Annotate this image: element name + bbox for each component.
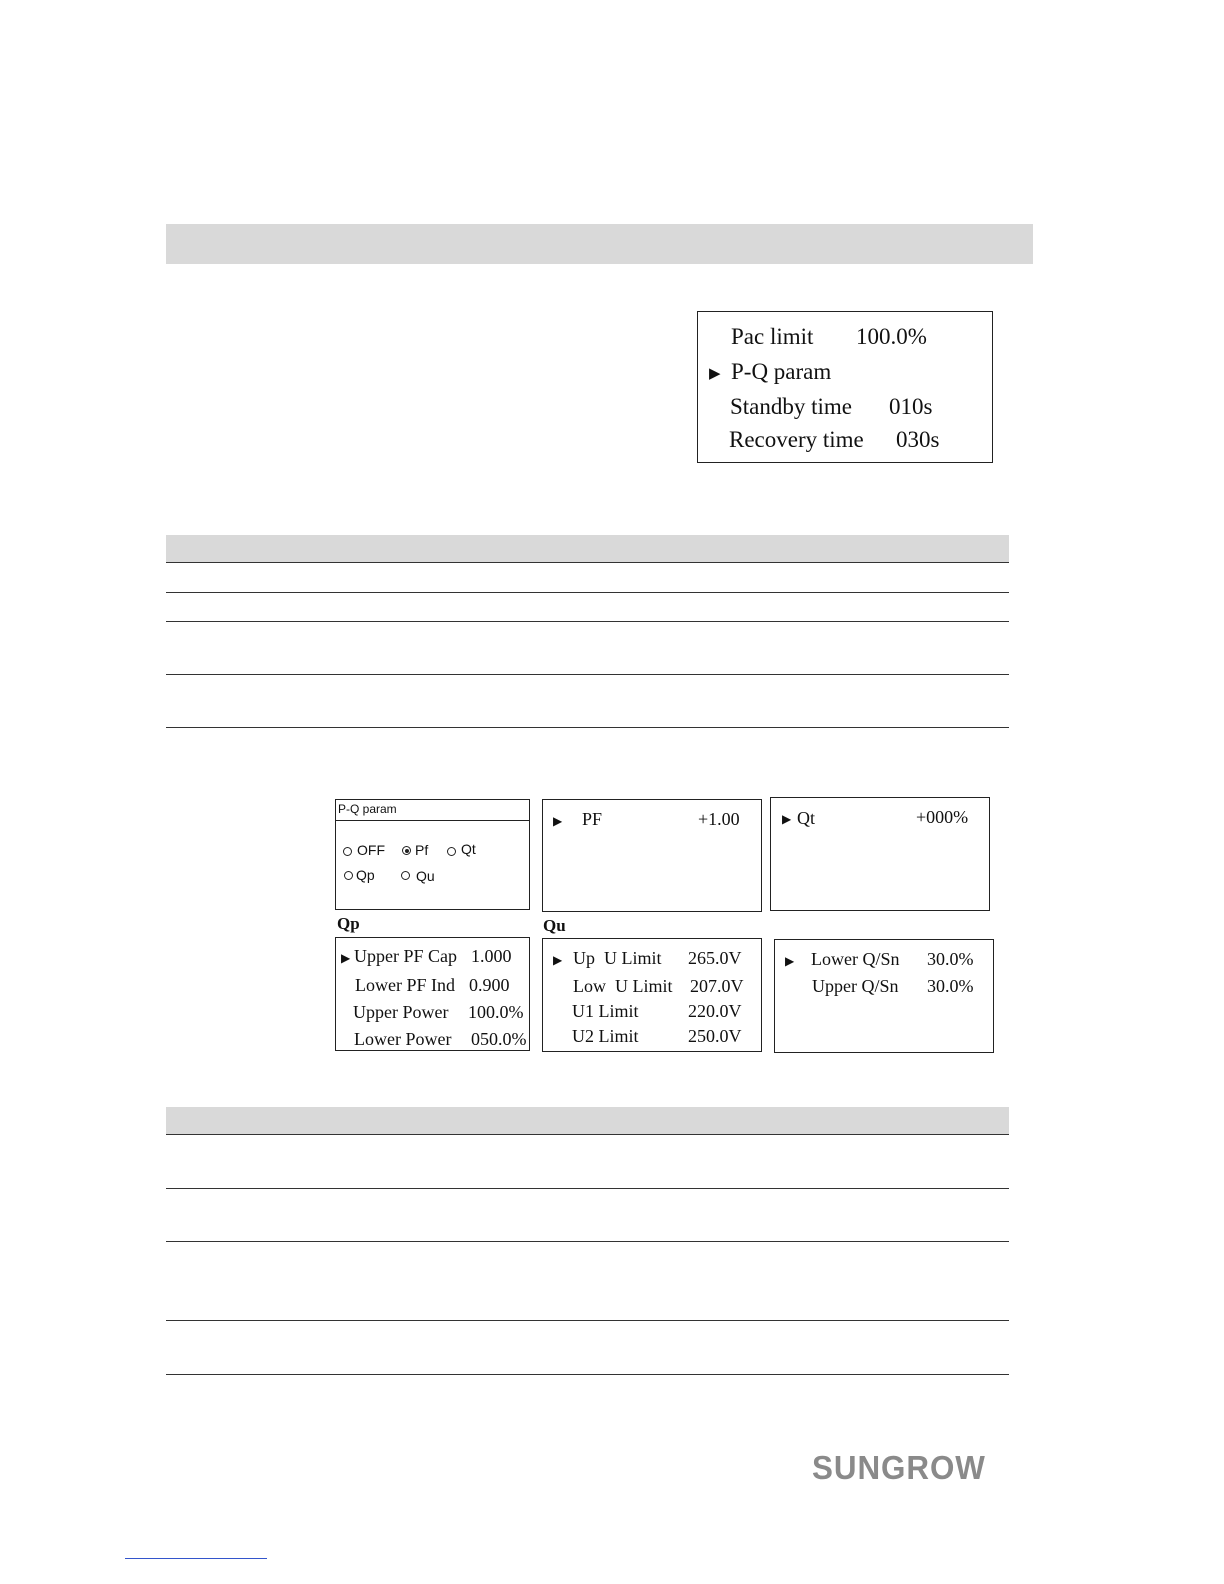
radio-qu-icon[interactable] <box>401 871 410 880</box>
table-divider <box>166 1320 1009 1321</box>
selection-arrow-icon: ▶ <box>553 953 563 967</box>
table-divider <box>166 1374 1009 1375</box>
selection-arrow-icon: ▶ <box>341 951 351 965</box>
qsn-row-value[interactable]: 30.0% <box>927 976 974 996</box>
option-qu[interactable]: Qu <box>416 868 435 884</box>
qu-row-label[interactable]: U1 Limit <box>572 1001 639 1021</box>
table-divider <box>166 1134 1009 1135</box>
screen-title: P-Q param <box>338 802 397 816</box>
table-divider <box>166 674 1009 675</box>
qp-row-label[interactable]: Upper PF Cap <box>354 946 457 966</box>
caption-qu: Qu <box>543 916 566 935</box>
qsn-screen <box>774 939 994 1053</box>
qp-row-value[interactable]: 100.0% <box>468 1002 524 1022</box>
pf-screen <box>542 799 762 912</box>
qsn-row-label[interactable]: Lower Q/Sn <box>811 949 900 969</box>
qu-screen <box>542 938 762 1052</box>
pq-param-screen <box>335 799 530 910</box>
qu-row-value[interactable]: 265.0V <box>688 948 742 968</box>
menu-value-pac-limit: 100.0% <box>856 324 927 349</box>
qp-row-value[interactable]: 050.0% <box>471 1029 527 1049</box>
qp-row-label[interactable]: Lower Power <box>354 1029 452 1049</box>
menu-value-recovery-time: 030s <box>896 427 940 452</box>
qu-row-label[interactable]: Low U Limit <box>573 976 673 996</box>
qu-row-label[interactable]: U2 Limit <box>572 1026 639 1046</box>
section-header-bar <box>166 224 1033 264</box>
menu-row-pac-limit[interactable] <box>731 324 813 350</box>
qt-value[interactable]: +000% <box>916 807 969 827</box>
qp-row-label[interactable]: Upper Power <box>353 1002 449 1022</box>
option-qt[interactable]: Qt <box>461 841 476 857</box>
sungrow-logo: SUNGROW <box>812 1449 986 1486</box>
menu-row-pq-param[interactable]: P-Q param <box>731 359 832 384</box>
qu-row-value[interactable]: 207.0V <box>690 976 744 996</box>
option-off[interactable]: OFF <box>357 842 385 858</box>
selection-arrow-icon: ▶ <box>553 814 563 828</box>
option-pf[interactable]: Pf <box>415 842 429 858</box>
option-qp[interactable]: Qp <box>356 867 375 883</box>
radio-off-icon[interactable] <box>343 847 352 856</box>
table-divider <box>166 1188 1009 1189</box>
qu-row-label[interactable]: Up U Limit <box>573 948 662 968</box>
qt-screen <box>770 797 990 911</box>
table-divider <box>166 562 1009 563</box>
table-divider <box>166 621 1009 622</box>
menu-value-standby-time: 010s <box>889 394 933 419</box>
menu-row-recovery-time[interactable]: Recovery time <box>729 427 864 452</box>
qp-row-value[interactable]: 0.900 <box>469 975 510 995</box>
table-header-bar <box>166 1107 1009 1134</box>
qu-row-value[interactable]: 220.0V <box>688 1001 742 1021</box>
table-divider <box>166 592 1009 593</box>
radio-qt-icon[interactable] <box>447 847 456 856</box>
caption-qp: Qp <box>337 914 360 933</box>
footer-link-underline[interactable] <box>125 1558 267 1559</box>
qp-row-label[interactable]: Lower PF Ind <box>355 975 455 995</box>
qu-row-value[interactable]: 250.0V <box>688 1026 742 1046</box>
radio-pf-icon[interactable] <box>402 846 411 855</box>
radio-qp-icon[interactable] <box>344 871 353 880</box>
selection-arrow-icon: ▶ <box>782 812 792 826</box>
qp-row-value[interactable]: 1.000 <box>471 946 512 966</box>
table-header-bar <box>166 535 1009 562</box>
qsn-row-value[interactable]: 30.0% <box>927 949 974 969</box>
menu-row-standby-time[interactable]: Standby time <box>730 394 853 419</box>
qp-screen <box>335 937 530 1051</box>
pf-label[interactable]: PF <box>582 809 603 829</box>
selection-arrow-icon: ▶ <box>785 954 795 968</box>
table-divider <box>166 1241 1009 1242</box>
pf-value[interactable]: +1.00 <box>698 809 740 829</box>
menu-label: Pac limit <box>731 324 814 349</box>
qsn-row-label[interactable]: Upper Q/Sn <box>812 976 899 996</box>
main-menu-screen <box>697 311 993 463</box>
selection-arrow-icon: ▶ <box>709 366 721 382</box>
qt-label[interactable]: Qt <box>797 808 815 828</box>
table-divider <box>166 727 1009 728</box>
